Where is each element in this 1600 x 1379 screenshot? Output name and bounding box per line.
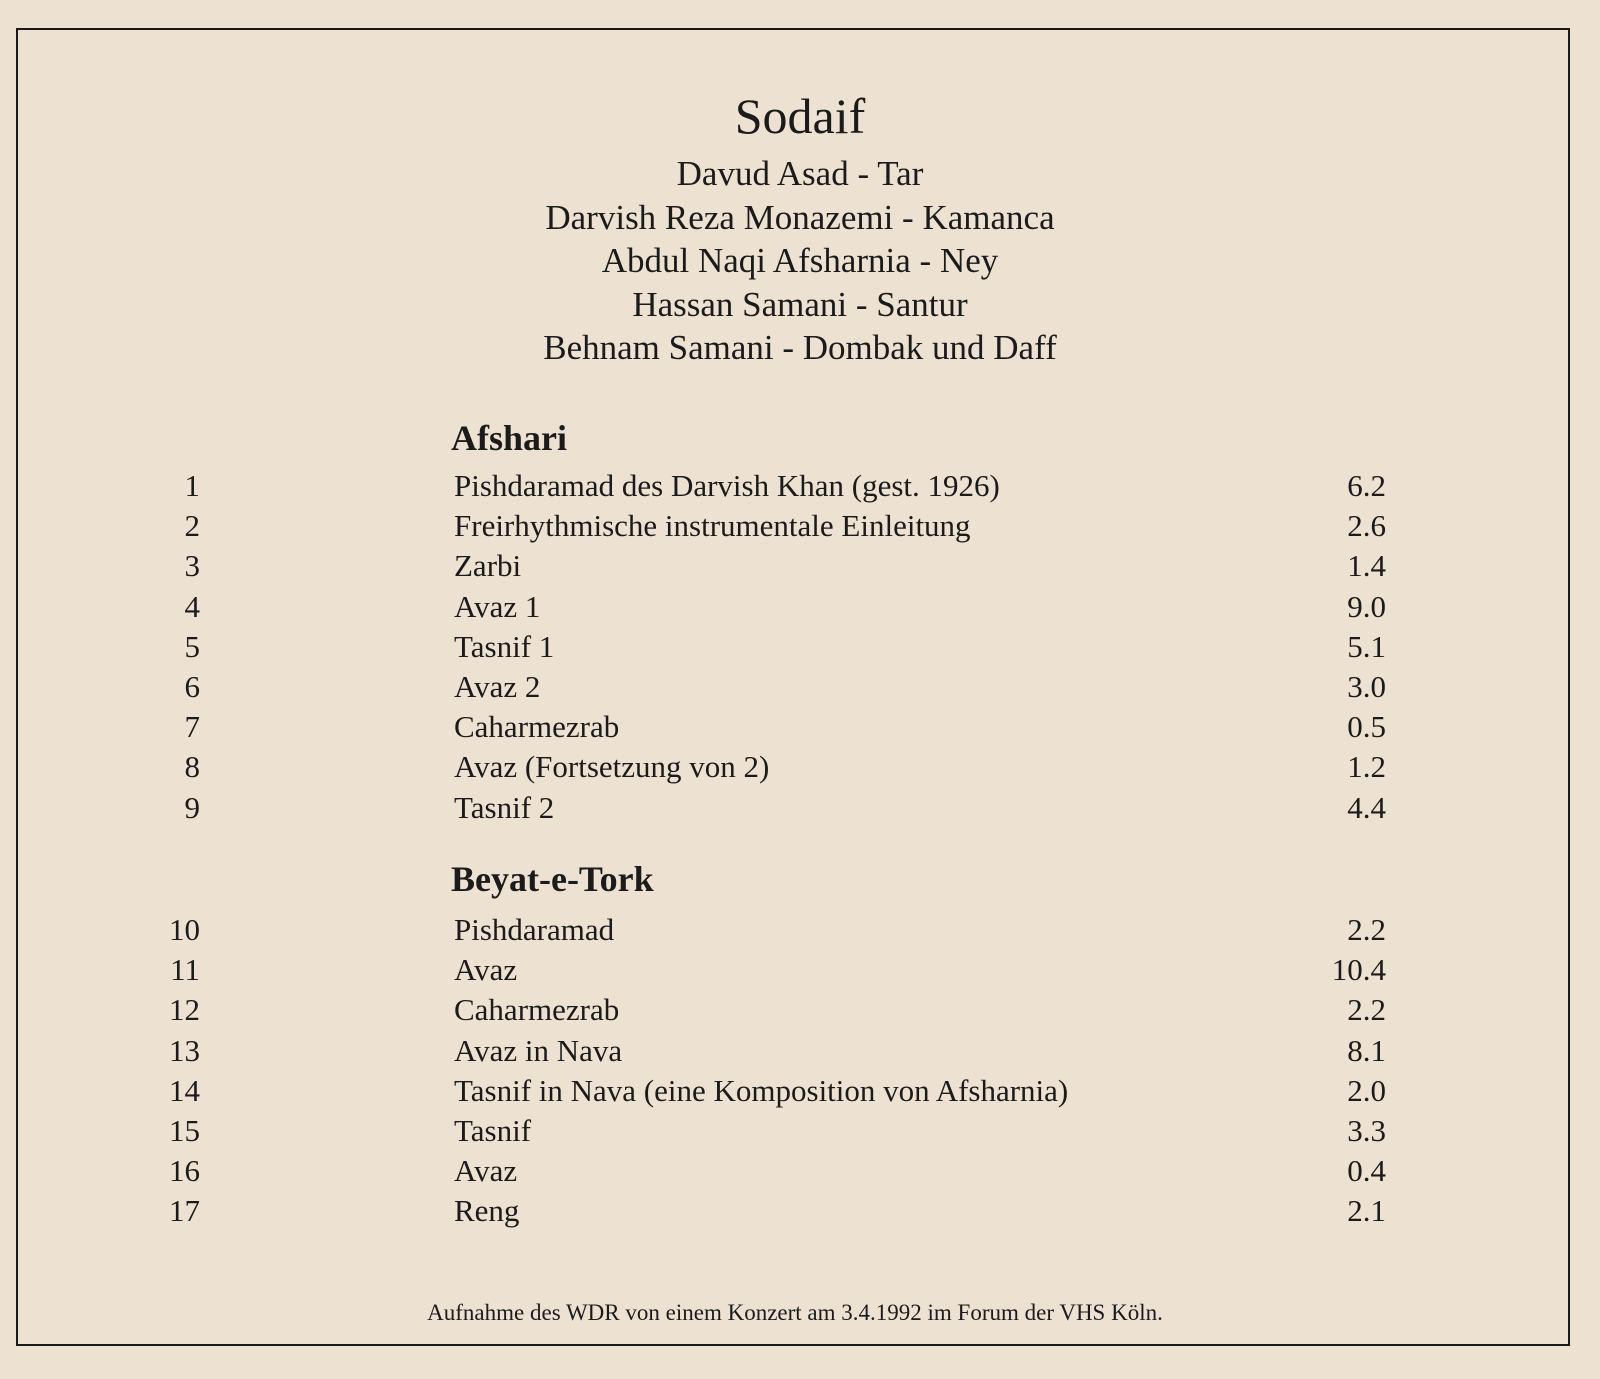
track-title: Avaz: [454, 952, 518, 988]
track-row: [0, 1111, 1600, 1151]
track-title: Caharmezrab: [454, 709, 620, 745]
track-row: [0, 990, 1600, 1030]
track-row: [0, 1031, 1600, 1071]
track-title: Avaz: [454, 1153, 518, 1189]
track-row: [0, 667, 1600, 707]
track-duration: 8.1: [1347, 1032, 1386, 1068]
track-title: Freirhythmische instrumentale Einleitung: [454, 508, 971, 544]
track-number: 16: [169, 1153, 200, 1189]
section-heading-afshari: Afshari: [451, 418, 567, 458]
track-row: [0, 788, 1600, 828]
track-number: 4: [184, 588, 200, 624]
track-row: [0, 1151, 1600, 1191]
track-duration: 10.4: [1331, 952, 1386, 988]
track-duration: 3.3: [1347, 1112, 1386, 1148]
track-duration: 3.0: [1347, 668, 1386, 704]
track-title: Reng: [454, 1193, 520, 1229]
section-heading-beyat-e-tork: Beyat-e-Tork: [451, 859, 654, 899]
album-title: Sodaif: [734, 88, 866, 144]
track-duration: 9.0: [1347, 588, 1386, 624]
track-title: Tasnif 2: [454, 789, 555, 825]
track-duration: 5.1: [1347, 628, 1386, 664]
track-duration: 2.6: [1347, 508, 1386, 544]
musician-credit: Hassan Samani - Santur: [632, 284, 968, 324]
track-number: 14: [169, 1072, 200, 1108]
track-duration: 2.2: [1347, 992, 1386, 1028]
track-title: Pishdaramad des Darvish Khan (gest. 1926): [454, 468, 1000, 503]
track-number: 3: [184, 548, 200, 584]
track-row: [0, 1071, 1600, 1111]
track-row: [0, 950, 1600, 990]
track-row: [0, 466, 1600, 506]
track-number: 1: [184, 468, 200, 503]
track-title: Caharmezrab: [454, 992, 620, 1028]
track-list-afshari: [0, 466, 1600, 828]
track-title: Tasnif 1: [454, 628, 555, 664]
track-duration: 2.1: [1347, 1193, 1386, 1229]
track-row: [0, 910, 1600, 950]
track-number: 2: [184, 508, 200, 544]
track-row: [0, 587, 1600, 627]
track-title: Avaz 2: [454, 668, 541, 704]
musician-credit: Behnam Samani - Dombak und Daff: [543, 328, 1057, 367]
track-row: [0, 627, 1600, 667]
track-title: Avaz in Nava: [454, 1032, 623, 1068]
track-title: Tasnif in Nava (eine Komposition von Afsharnia): [454, 1072, 1069, 1108]
track-row: [0, 1191, 1600, 1231]
musician-list: [0, 152, 1600, 370]
track-duration: 4.4: [1347, 789, 1386, 825]
track-title: Avaz (Fortsetzung von 2): [454, 749, 770, 785]
track-number: 11: [170, 952, 200, 988]
track-title: Pishdaramad: [454, 912, 615, 947]
track-duration: 1.4: [1347, 548, 1386, 584]
recording-note: Aufnahme des WDR von einem Konzert am 3.4.1992 im Forum der VHS Köln.: [427, 1300, 1163, 1325]
track-number: 8: [184, 749, 200, 785]
musician-credit: Abdul Naqi Afsharnia - Ney: [601, 241, 999, 280]
track-duration: 1.2: [1347, 749, 1386, 785]
musician-credit: Darvish Reza Monazemi - Kamanca: [545, 197, 1055, 237]
track-number: 5: [184, 628, 200, 664]
track-number: 12: [169, 992, 200, 1028]
track-number: 15: [169, 1112, 200, 1148]
track-row: [0, 747, 1600, 787]
track-number: 9: [184, 789, 200, 825]
track-number: 13: [169, 1032, 200, 1068]
track-row: [0, 546, 1600, 586]
track-duration: 2.2: [1347, 912, 1386, 947]
track-duration: 0.4: [1347, 1153, 1386, 1189]
track-row: [0, 506, 1600, 546]
track-number: 10: [169, 912, 200, 947]
track-row: [0, 707, 1600, 747]
track-list-beyat-e-tork: [0, 910, 1600, 1232]
track-title: Avaz 1: [454, 588, 541, 624]
track-duration: 0.5: [1347, 709, 1386, 745]
track-number: 7: [184, 709, 200, 745]
track-number: 17: [169, 1193, 200, 1229]
track-duration: 2.0: [1347, 1072, 1386, 1108]
track-number: 6: [184, 668, 200, 704]
musician-credit: Davud Asad - Tar: [676, 154, 924, 193]
track-title: Tasnif: [454, 1112, 532, 1148]
track-duration: 6.2: [1347, 468, 1386, 503]
track-title: Zarbi: [454, 548, 522, 584]
